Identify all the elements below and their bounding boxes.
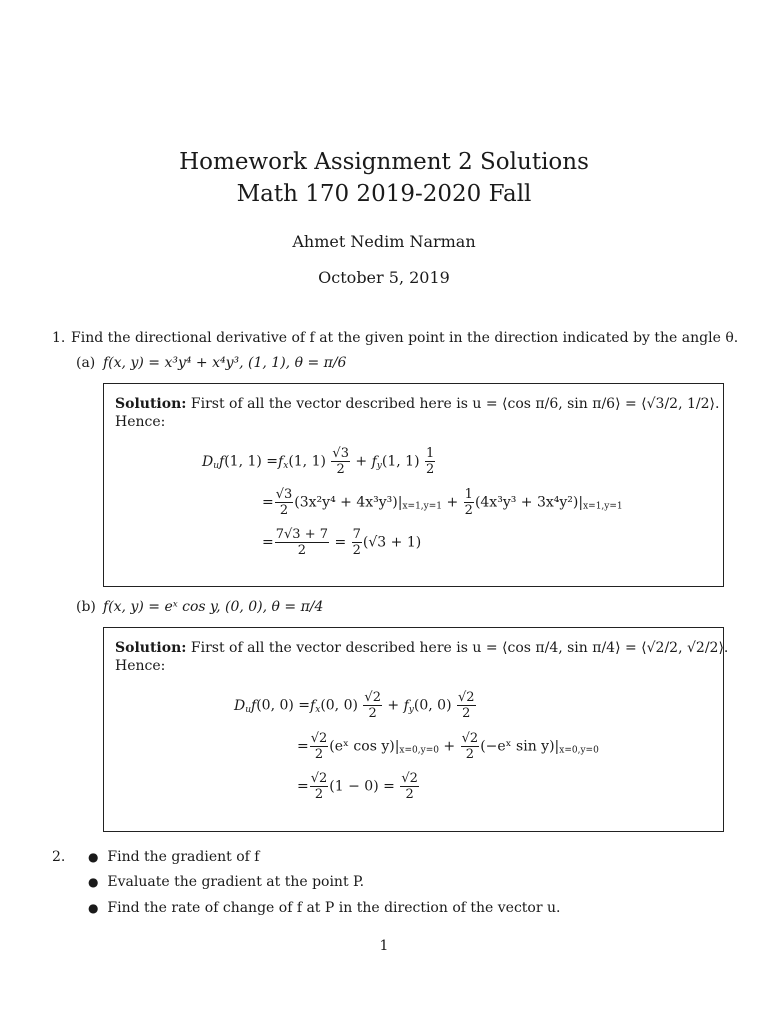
date: October 5, 2019 xyxy=(318,268,450,287)
equation-a-line-1: $D_uf(1$, $1) =f_x(1$, 1) $\frac{√3}{2}$ + $f_y(1$, 1) $\frac{1}{2}$ xyxy=(202,446,435,477)
part-b-label: (b) xyxy=(76,599,96,615)
problem-2-number: 2. xyxy=(52,849,66,865)
solution-b-text: First of all the vector described here is u = ⟨cos π/4, sin π/4⟩ = ⟨√2/2, √2/2⟩. xyxy=(190,640,729,656)
problem-2-bullet-3-text: Find the rate of change of f at P in the direction of the vector u. xyxy=(107,900,561,916)
equation-a-line-2: = $\frac{√3}{2}$ $(3x^2y^4 + 4x^3y^3)|_{x=1,y=1}$ + $\frac{1}{2}$ $(4x^3y^3 + 3x^4y^2)|_{x=1,y=1}$ xyxy=(262,487,623,518)
author: Ahmet Nedim Narman xyxy=(292,232,476,251)
solution-b-hence: Hence: xyxy=(115,658,166,674)
problem-1-statement: Find the directional derivative of f at the given point in the direction indicated by the angle θ. xyxy=(71,330,739,346)
page-number: 1 xyxy=(379,938,389,954)
equation-b-line-2-term2: (−eˣ sin y)| xyxy=(480,738,560,755)
problem-2-bullet-1-text: Find the gradient of f xyxy=(107,849,260,865)
equation-a-line-2-term2: (4x³y³ + 3x⁴y²)| xyxy=(474,494,584,511)
equation-b-line-3: = $\frac{√2}{2}$ (1 − 0) = $\frac{√2}{2}$ xyxy=(297,771,418,802)
part-a-statement: f(x, y) = x³y⁴ + x⁴y³, (1, 1), θ = π/6 xyxy=(103,355,347,371)
equation-b-line-2: = $\frac{√2}{2}$ (eˣ $\cos y)|_{x=0,y=0}$ + $\frac{√2}{2}$ (−eˣ $\sin y)|_{x=0,y=0}$ xyxy=(297,731,599,762)
equation-a-line-2-term1: (3x²y⁴ + 4x³y³)| xyxy=(294,494,403,511)
equation-a-line-3: = $\frac{7√3 + 7}{2}$ = $\frac{7}{2}$ (√3 + 1) xyxy=(262,527,422,558)
problem-1-number: 1. xyxy=(52,330,66,346)
equation-a-line-3-term: (√3 + 1) xyxy=(362,534,422,551)
title-line-1: Homework Assignment 2 Solutions xyxy=(179,149,589,175)
problem-2-bullet-2: ● Evaluate the gradient at the point P. xyxy=(88,874,365,890)
problem-2-bullet-1: ● Find the gradient of f xyxy=(88,849,260,865)
title-line-2: Math 170 2019-2020 Fall xyxy=(236,181,532,207)
problem-2-bullet-2-text: Evaluate the gradient at the point P. xyxy=(107,874,365,890)
solution-box-b xyxy=(103,627,729,832)
solution-a-text: First of all the vector described here is u = ⟨cos π/6, sin π/6⟩ = ⟨√3/2, 1/2⟩. xyxy=(190,396,720,412)
equation-b-line-2-term1: (eˣ cos y)| xyxy=(329,738,400,755)
solution-a-label: Solution: xyxy=(115,396,187,412)
part-a-label: (a) xyxy=(76,355,96,371)
solution-a-hence: Hence: xyxy=(115,414,166,430)
solution-b-label: Solution: xyxy=(115,640,187,656)
equation-b-line-1: $D_uf(0$, $0) =f_x(0$, 0) $\frac{√2}{2}$ + $f_y(0$, 0) $\frac{√2}{2}$ xyxy=(234,690,475,721)
equation-b-line-3-term: (1 − 0) = xyxy=(329,778,395,795)
solution-box-a xyxy=(103,383,724,587)
part-b-statement: f(x, y) = eˣ cos y, (0, 0), θ = π/4 xyxy=(103,599,324,615)
problem-2-bullet-3: ● Find the rate of change of f at P in the direction of the vector u. xyxy=(88,900,561,916)
